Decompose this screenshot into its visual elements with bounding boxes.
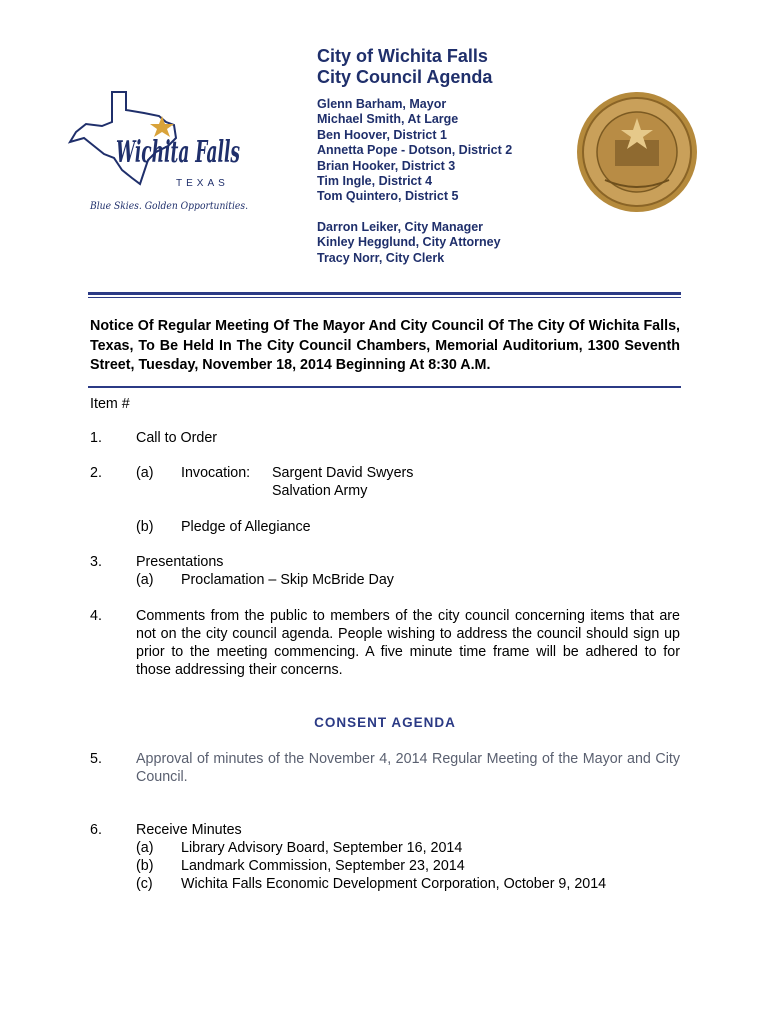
subitem-text: Pledge of Allegiance — [181, 519, 311, 535]
item-number: 2. — [90, 465, 102, 481]
council-member: Brian Hooker, District 3 — [317, 158, 456, 173]
invocation-org: Salvation Army — [272, 483, 368, 499]
header-divider-thin — [88, 297, 681, 298]
logo-wordmark: Wichita Falls — [116, 135, 241, 170]
city-seal — [575, 90, 699, 214]
item-number: 3. — [90, 554, 102, 570]
council-members-list — [317, 97, 512, 205]
council-member: Glenn Barham, Mayor — [317, 97, 447, 111]
consent-agenda-heading: CONSENT AGENDA — [314, 715, 456, 730]
city-title: City of Wichita Falls — [317, 46, 488, 66]
item-header: Item # — [90, 396, 130, 412]
agenda-title: City Council Agenda — [317, 67, 493, 87]
council-member: Michael Smith, At Large — [317, 112, 459, 127]
subitem-label: (b) — [136, 519, 154, 535]
item-number: 6. — [90, 822, 102, 838]
subitem-label: (b) — [136, 858, 154, 874]
staff-member: Kinley Hegglund, City Attorney — [317, 235, 501, 250]
item-text: Comments from the public to members of the city council concerning items that are not on the city council agenda. People wishing to address the council should sign up prior to the meeting commencing. A five minute time frame will be adhered to for those addressing their concerns. — [136, 608, 680, 678]
subitem-text: Landmark Commission, September 23, 2014 — [181, 858, 465, 874]
notice-divider — [88, 386, 681, 388]
subitem-label: (c) — [136, 876, 153, 892]
wichita-falls-logo — [64, 86, 254, 216]
council-member: Ben Hoover, District 1 — [317, 127, 447, 142]
item-text: Approval of minutes of the November 4, 2014 Regular Meeting of the Mayor and City Council. — [136, 751, 680, 785]
item-text: Presentations — [136, 554, 224, 570]
logo-tagline: Blue Skies. Golden Opportunities. — [89, 201, 248, 212]
subitem-text: Library Advisory Board, September 16, 2014 — [181, 840, 463, 856]
staff-member: Darron Leiker, City Manager — [317, 219, 484, 234]
council-member: Annetta Pope - Dotson, District 2 — [317, 143, 513, 158]
council-member: Tom Quintero, District 5 — [317, 189, 459, 204]
logo-state: TEXAS — [176, 178, 229, 189]
item-number: 5. — [90, 751, 102, 767]
staff-member: Tracy Norr, City Clerk — [317, 250, 445, 265]
council-member: Tim Ingle, District 4 — [317, 174, 433, 189]
invocation-title: Invocation: — [181, 465, 251, 481]
item-text: Receive Minutes — [136, 822, 242, 838]
subitem-text: Wichita Falls Economic Development Corporation, October 9, 2014 — [181, 876, 607, 892]
subitem-label: (a) — [136, 840, 154, 856]
header-divider — [88, 292, 681, 295]
subitem-text: Proclamation – Skip McBride Day — [181, 572, 394, 588]
agenda-header — [317, 46, 512, 266]
meeting-notice: Notice Of Regular Meeting Of The Mayor And City Council Of The City Of Wichita Falls, Texas, To Be Held In The City Council Chambers, Memorial Auditorium, 1300 Seventh Street, Tuesday, November 18, 2014 Beginning At 8:30 A.M. — [90, 318, 680, 373]
item-number: 4. — [90, 608, 102, 624]
item-number: 1. — [90, 430, 102, 446]
staff-list — [317, 220, 512, 266]
subitem-label: (a) — [136, 572, 154, 588]
invocation-name: Sargent David Swyers — [272, 465, 414, 481]
subitem-label: (a) — [136, 465, 154, 481]
item-text: Call to Order — [136, 430, 218, 446]
